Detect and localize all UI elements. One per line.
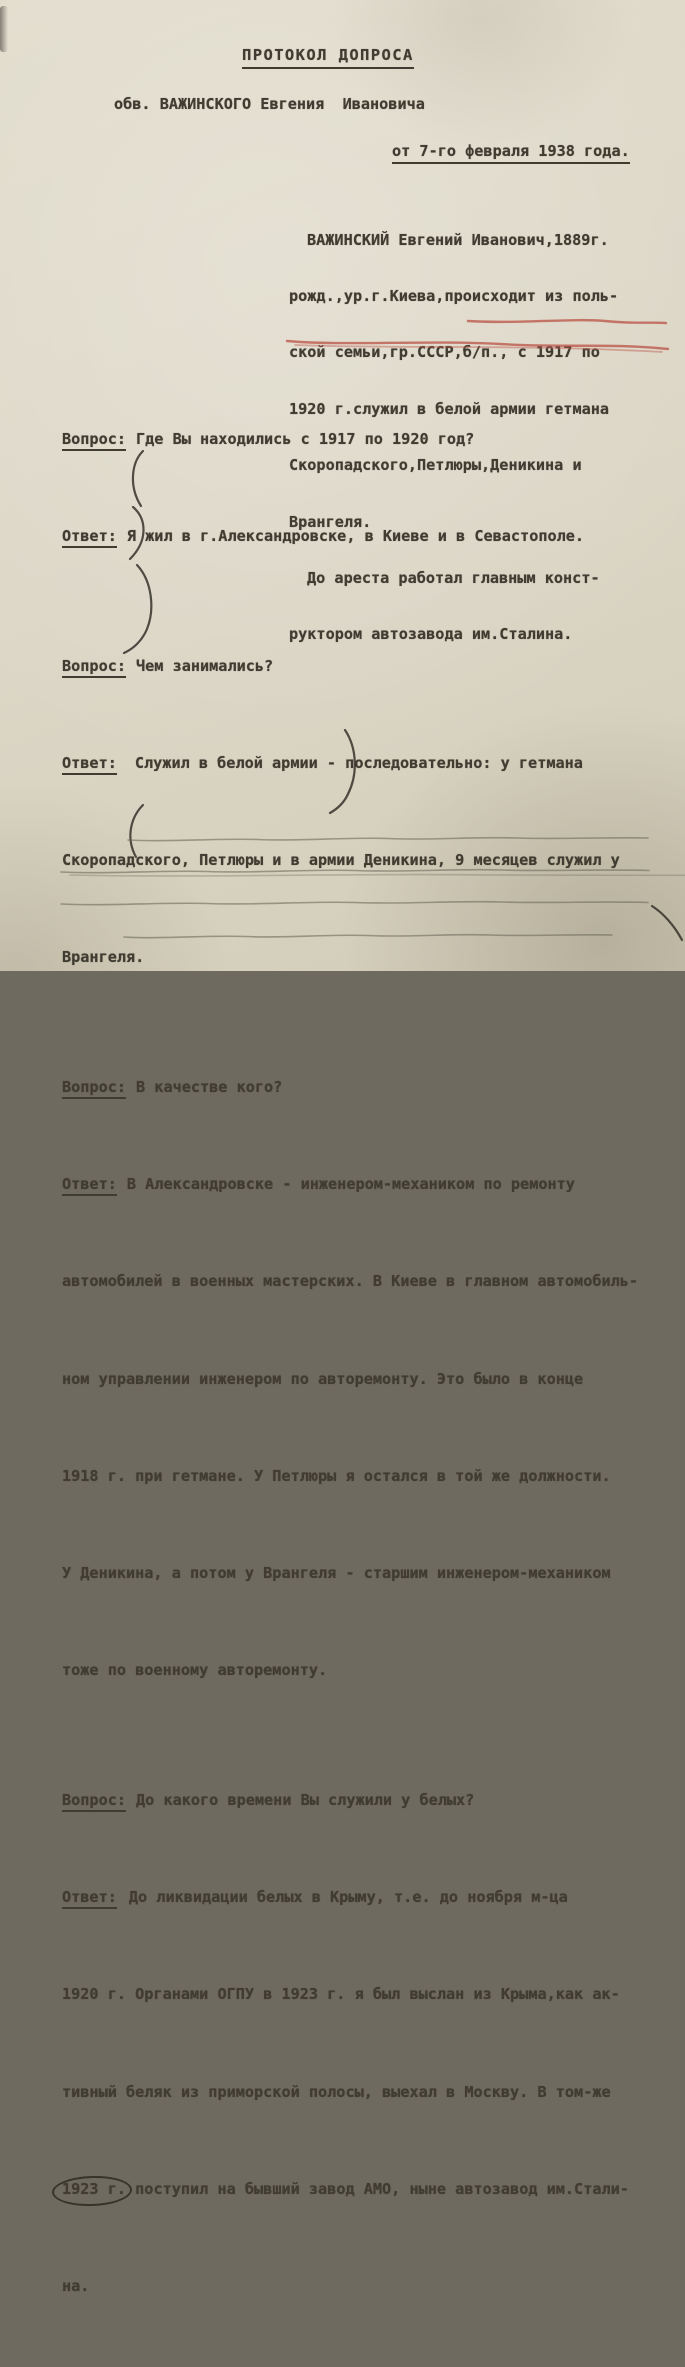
accused-line: обв. ВАЖИНСКОГО Евгения Ивановича	[114, 95, 425, 113]
answer-4-text-4: поступил на бывший завод АМО, ныне автозавод им.Стали-	[126, 2179, 629, 2198]
answer-3-line-2: автомобилей в военных мастерских. В Киеве в главном автомобиль-	[62, 1272, 639, 1291]
answer-2-line-3: Врангеля.	[62, 948, 145, 967]
question-3-line	[62, 1071, 638, 1103]
answer-2-line-2: Скоропадского, Петлюры и в армии Деникина, 9 месяцев служил у	[62, 851, 620, 870]
question-1-line	[62, 423, 638, 455]
answer-2-text-1: Служил в белой армии - последовательно: у гетмана	[134, 753, 583, 772]
bio-line-1: ВАЖИНСКИЙ Евгений Иванович,1889г.	[307, 230, 609, 249]
answer-4-line-1	[62, 1881, 638, 1913]
answer-label: Ответ:	[62, 1888, 117, 1909]
answer-1-text: Я жил в г.Александровске, в Киеве и в Севастополе.	[126, 527, 585, 546]
bio-line-3: ской семьи,гр.СССР,б/п., с 1917 по	[289, 343, 600, 362]
answer-3-line-4: 1918 г. при гетмане. У Петлюры я остался в той же должности.	[62, 1466, 611, 1485]
answer-label: Ответ:	[62, 527, 117, 548]
answer-3-text-1: В Александровске - инженером-механиком по ремонту	[126, 1175, 575, 1194]
question-4-line	[62, 1784, 638, 1816]
page-title: ПРОТОКОЛ ДОПРОСА	[242, 46, 414, 69]
scan-edge-smudge	[0, 6, 8, 52]
answer-3-line-1	[62, 1168, 638, 1200]
bio-line-2: рожд.,ур.г.Киева,происходит из поль-	[289, 286, 619, 305]
question-label: Вопрос:	[62, 1791, 126, 1812]
question-4-text: До какого времени Вы служили у белых?	[136, 1790, 475, 1809]
circled-year-1923: 1923 г.	[62, 2179, 127, 2198]
answer-2-line-1	[62, 747, 638, 779]
answer-label: Ответ:	[62, 1175, 117, 1196]
question-2-text: Чем занимались?	[136, 656, 274, 675]
bio-line-7-prefix: До ареста работал	[307, 568, 472, 587]
bio-line-7-red-marked: главным конст-	[471, 568, 600, 587]
question-3-text: В качестве кого?	[136, 1077, 283, 1096]
bio-line-6: Врангеля.	[289, 512, 372, 531]
answer-3-line-6: тоже по военному авторемонту.	[62, 1661, 328, 1680]
answer-label: Ответ:	[62, 754, 117, 775]
question-label: Вопрос:	[62, 1078, 126, 1099]
bio-line-4: 1920 г.служил в белой армии гетмана	[289, 399, 610, 418]
question-label: Вопрос:	[62, 430, 126, 451]
qa-section	[62, 358, 638, 2367]
answer-4-text-1: До ликвидации белых в Крыму, т.е. до ноября м-ца	[128, 1888, 568, 1907]
answer-3-line-5: У Деникина, а потом у Врангеля - старшим инженером-механиком	[62, 1564, 611, 1583]
question-2-line	[62, 650, 638, 682]
answer-1-line	[62, 520, 638, 552]
question-1-text: Где Вы находились с 1917 по 1920 год?	[136, 429, 475, 448]
bio-line-5: Скоропадского,Петлюры,Деникина и	[289, 456, 582, 475]
answer-4-line-3: тивный беляк из приморской полосы, выехал в Москву. В том-же	[62, 2082, 611, 2101]
date-line: от 7-го февраля 1938 года.	[392, 142, 630, 164]
answer-4-line-4	[62, 2173, 638, 2205]
question-label: Вопрос:	[62, 657, 126, 678]
handwritten-slash-bottom-right	[652, 906, 682, 940]
answer-3-line-3: ном управлении инженером по авторемонту. Это было в конце	[62, 1369, 584, 1388]
answer-4-line-2: 1920 г. Органами ОГПУ в 1923 г. я был выслан из Крыма,как ак-	[62, 1985, 620, 2004]
answer-4-line-5: на.	[62, 2276, 90, 2295]
bio-line-8-red-marked: руктором автозавода им.Сталина.	[289, 625, 573, 644]
